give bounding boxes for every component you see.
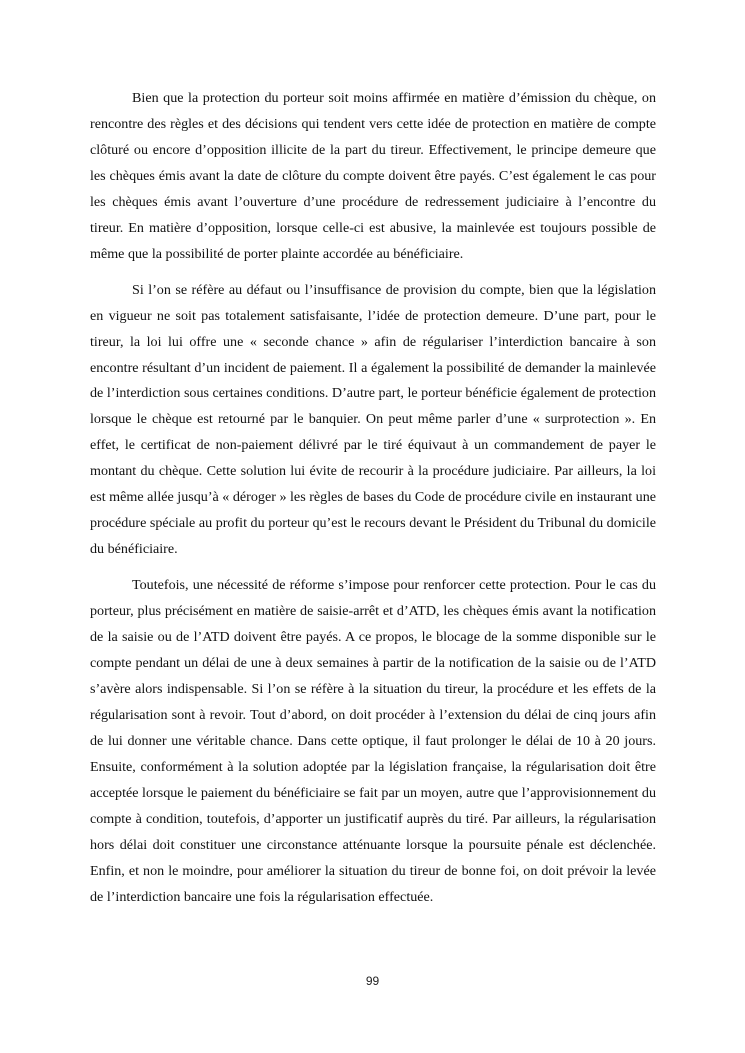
body-text [90, 86, 656, 921]
page-number: 99 [365, 974, 380, 988]
paragraph-2: Si l’on se réfère au défaut ou l’insuffisance de provision du compte, bien que la législation en vigueur ne soit pas totalement satisfaisante, l’idée de protection demeure. D’une part, pour le tireur, la loi lui offre une « seconde chance » afin de régulariser l’interdiction bancaire à son encontre résultant d’un incident de paiement. Il a également la possibilité de demander la mainlevée de l’interdiction sous certaines conditions. D’autre part, le porteur bénéficie également de protection lorsque le chèque est retourné par le banquier. On peut même parler d’une « surprotection ». En effet, le certificat de non-paiement délivré par le tiré équivaut à un commandement de payer le montant du chèque. Cette solution lui évite de recourir à la procédure judiciaire. Par ailleurs, la loi est même allée jusqu’à « déroger » les règles de bases du Code de procédure civile en instaurant une procédure spéciale au profit du porteur qu’est le recours devant le Président du Tribunal du domicile du bénéficiaire. [90, 281, 656, 558]
paragraph-3: Toutefois, une nécessité de réforme s’impose pour renforcer cette protection. Pour le cas du porteur, plus précisément en matière de saisie-arrêt et d’ATD, les chèques émis avant la notification de la saisie ou de l’ATD doivent être payés. A ce propos, le blocage de la somme disponible sur le compte pendant un délai de une à deux semaines à partir de la notification de la saisie ou de l’ATD s’avère alors indispensable. Si l’on se réfère à la situation du tireur, la procédure et les effets de la régularisation sont à revoir. Tout d’abord, on doit procéder à l’extension du délai de cinq jours afin de lui donner une véritable chance. Dans cette optique, il faut prolonger le délai de 10 à 20 jours. Ensuite, conformément à la solution adoptée par la législation française, la régularisation doit être acceptée lorsque le paiement du bénéficiaire se fait par un moyen, autre que l’approvisionnement du compte à condition, toutefois, d’apporter un justificatif auprès du tiré. Par ailleurs, la régularisation hors délai doit constituer une circonstance atténuante lorsque la poursuite pénale est déclenchée. Enfin, et non le moindre, pour améliorer la situation du tireur de bonne foi, on doit prévoir la levée de l’interdiction bancaire une fois la régularisation effectuée. [90, 577, 656, 905]
paragraph-1: Bien que la protection du porteur soit moins affirmée en matière d’émission du chèque, on rencontre des règles et des décisions qui tendent vers cette idée de protection en matière de compte clôturé ou encore d’opposition illicite de la part du tireur. Effectivement, le principe demeure que les chèques émis avant la date de clôture du compte doivent être payés. C’est également le cas pour les chèques émis avant l’ouverture d’une procédure de redressement judiciaire à l’encontre du tireur. En matière d’opposition, lorsque celle-ci est abusive, la mainlevée est toujours possible de même que la possibilité de porter plainte accordée au bénéficiaire. [90, 90, 656, 262]
